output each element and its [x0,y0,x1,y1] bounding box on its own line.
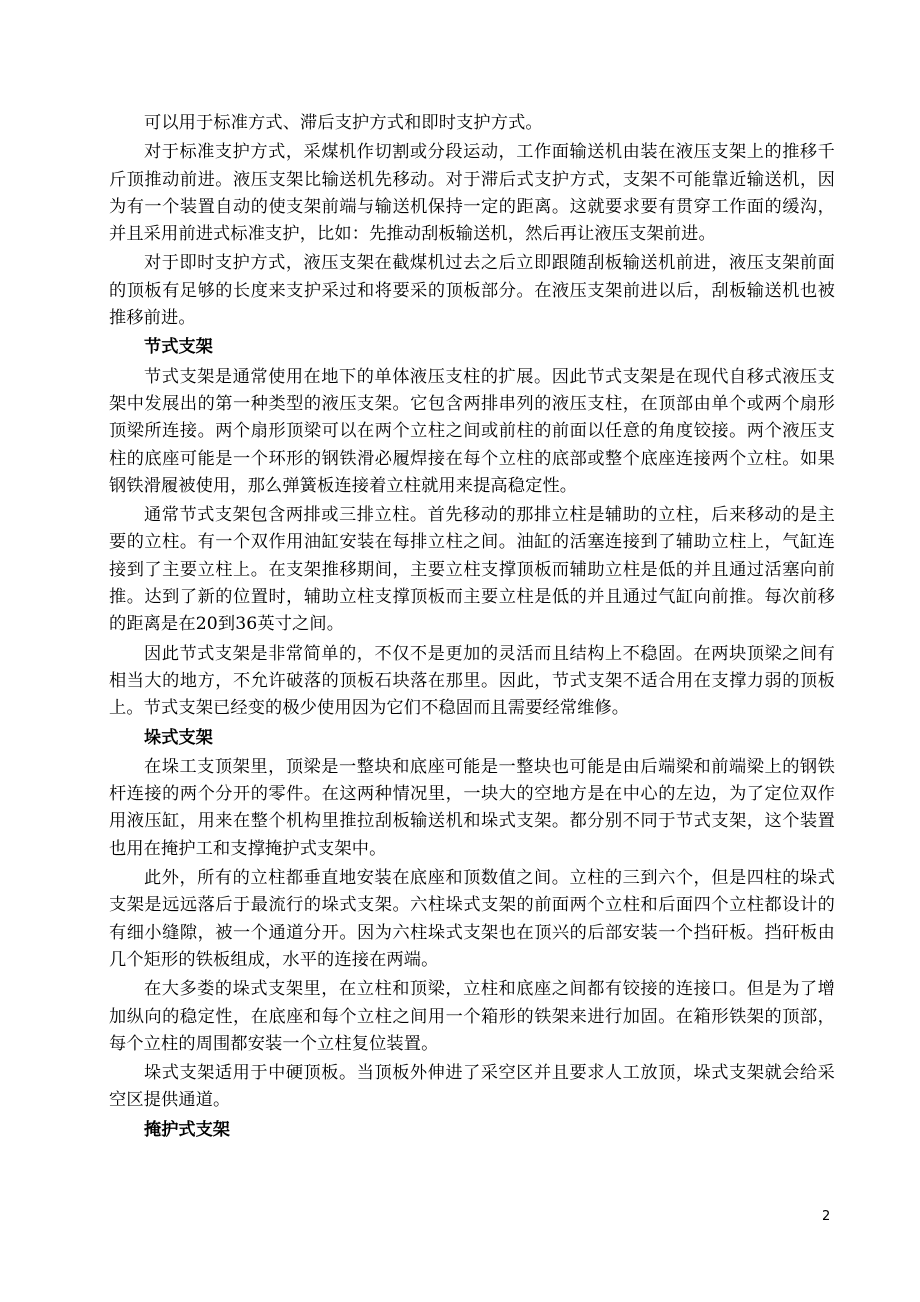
paragraph: 因此节式支架是非常简单的，不仅不是更加的灵活而且结构上不稳固。在两块顶梁之间有相当大的地方，不允许破落的顶板石块落在那里。因此，节式支架不适合用在支撑力弱的顶板上。节式支架已经变的极少使用因为它们不稳固而且需要经常维修。 [109,643,835,719]
paragraph: 可以用于标准方式、滞后支护方式和即时支护方式。 [144,113,543,133]
paragraph: 在大多娄的垛式支架里，在立柱和顶梁，立柱和底座之间都有铰接的连接口。但是为了增加纵向的稳定性，在底座和每个立柱之间用一个箱形的铁架来进行加固。在箱形铁架的顶部，每个立柱的周围都安装一个立柱复位装置。 [109,979,835,1054]
section-heading: 节式支架 [144,337,213,358]
paragraph: 垛式支架适用于中硬顶板。当顶板外伸进了采空区并且要求人工放顶，垛式支架就会给采空区提供通道。 [109,1063,835,1111]
paragraph: 通常节式支架包含两排或三排立柱。首先移动的那排立柱是辅助的立柱，后来移动的是主要的立柱。有一个双作用油缸安装在每排立柱之间。油缸的活塞连接到了辅助立柱上，气缸连接到了主要立柱上。在支架推移期间，主要立柱支撑顶板而辅助立柱是低的并且通过活塞向前推。达到了新的位置时，辅助立柱支撑顶板而主要立柱是低的并且通过气缸向前推。每次前移的距离是在20到36英寸之间。 [109,505,835,635]
document-body [109,110,835,1146]
paragraph: 此外，所有的立柱都垂直地安装在底座和顶数值之间。立柱的三到六个，但是四柱的垛式支架是远远落后于最流行的垛式支架。六柱垛式支架的前面两个立柱和后面四个立柱都设计的有细小缝隙，被一个通道分开。因为六柱垛式支架也在顶兴的后部安装一个挡矸板。挡矸板由几个矩形的铁板组成，水平的连接在两端。 [109,868,835,970]
paragraph: 对于标准支护方式，采煤机作切割或分段运动，工作面输送机由装在液压支架上的推移千斤顶推动前进。液压支架比输送机先移动。对于滞后式支护方式，支架不可能靠近输送机，因为有一个装置自动的使支架前端与输送机保持一定的距离。这就要求要有贯穿工作面的缓沟，并且采用前进式标准支护，比如：先推动刮板输送机，然后再让液压支架前进。 [109,142,835,245]
page-number: 2 [822,1209,831,1224]
paragraph: 对于即时支护方式，液压支架在截煤机过去之后立即跟随刮板输送机前进，液压支架前面的顶板有足够的长度来支护采过和将要采的顶板部分。在液压支架前进以后，刮板输送机也被推移前进。 [109,253,835,329]
paragraph: 在垛工支顶架里，顶梁是一整块和底座可能是一整块也可能是由后端梁和前端梁上的钢铁杆连接的两个分开的零件。在这两种情况里，一块大的空地方是在中心的左边，为了定位双作用液压缸，用来在整个机构里推拉刮板输送机和垛式支架。都分别不同于节式支架，这个装置也用在掩护工和支撑掩护式支架中。 [109,756,835,859]
section-heading: 垛式支架 [144,727,213,748]
section-heading: 掩护式支架 [144,1119,230,1140]
paragraph: 节式支架是通常使用在地下的单体液压支柱的扩展。因此节式支架是在现代自移式液压支架中发展出的第一种类型的液压支架。它包含两排串列的液压支柱，在顶部由单个或两个扇形顶梁所连接。两个扇形顶梁可以在两个立柱之间或前柱的前面以任意的角度铰接。两个液压支柱的底座可能是一个环形的钢铁滑必履焊接在每个立柱的底部或整个底座连接两个立柱。如果钢铁滑履被使用，那么弹簧板连接着立柱就用来提高稳定性。 [109,366,835,496]
